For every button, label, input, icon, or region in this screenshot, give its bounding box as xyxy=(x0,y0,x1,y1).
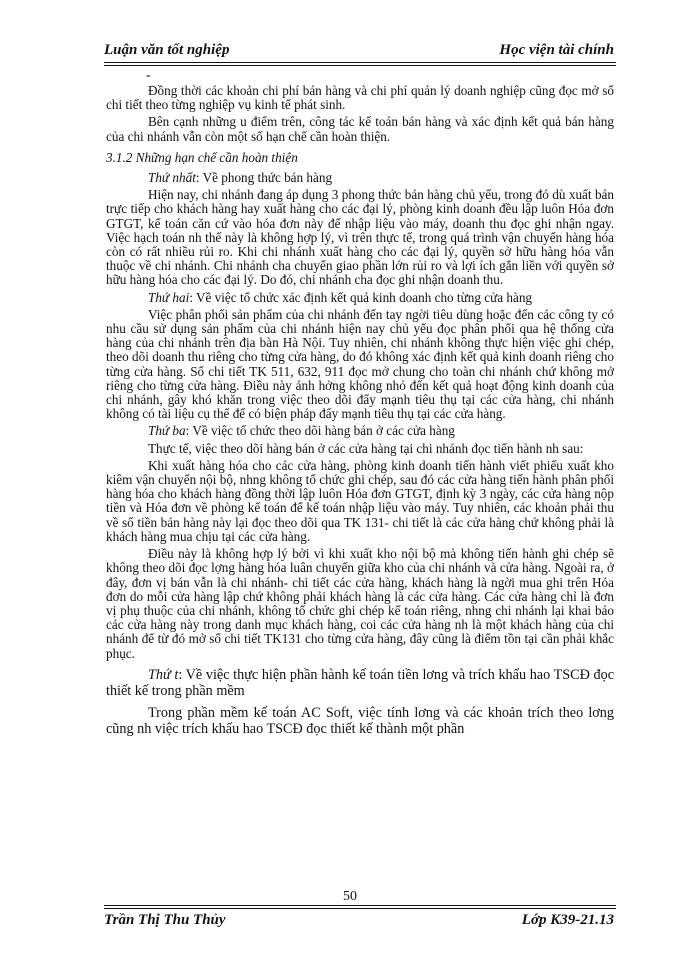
header-right-title: Học viện tài chính xyxy=(499,42,614,58)
subheading-third xyxy=(106,424,614,438)
subheading-fourth-label: Thứ t xyxy=(148,666,179,683)
subheading-second-text: : Về việc tổ chức xác định kết quả kinh doanh cho từng cửa hàng xyxy=(189,289,533,305)
header-rule xyxy=(104,62,616,63)
paragraph-first: Hiện nay, chi nhánh đang áp dụng 3 phong thức bán hàng chủ yếu, trong đó dù xuất bán trực tiếp cho khách hàng hay xuất hàng cho các đại lý, phòng kinh doanh đều lập luôn Hóa đơn GTGT, kế toán căn cứ vào hóa đơn này để nhập liệu vào máy, doanh thu đọc ghi nhận ngay. Việc hạch toán nh thế này là không hợp lý, vì trên thực tế, trong quá trình vận chuyển hàng hóa còn có rất nhiều rủi ro. Khi chi nhánh xuất hàng cho các đại lý, quyền sở hữu hàng hóa vẫn thuộc về chi nhánh. Chi nhánh cha chuyển giao phần lớn rủi ro và lợi ích gắn liền với quyền sở hữu hàng hóa cho các đại lý. Do đó, chi nhánh cha đọc ghi nhận doanh thu. xyxy=(106,187,614,288)
subheading-second-label: Thứ hai xyxy=(148,289,190,305)
page-header xyxy=(104,40,614,62)
paragraph-fifth: Điều này là không hợp lý bởi vì khi xuất kho nội bộ mà không tiến hành ghi chép sẽ không theo dõi đọc lợng hàng hóa luân chuyển giữa kho của chi nhánh và cửa hàng. Ngoài ra, ở đây, đơn vị bán vẫn là chi nhánh- chi tiết các cửa hàng, khách hàng là ngời mua ghi trên Hóa đơn do mỗi cửa hàng lập chứ không phải khách hàng là các cửa hàng. Các cửa hàng chỉ là đơn vị phụ thuộc của chi nhánh, không tổ chức ghi chép kế toán riêng, nhng chi nhánh lại khai báo các cửa hàng này trong danh mục khách hàng, coi các cửa hàng nh là một khách hàng của chi nhánh để từ đó mở sổ chi tiết TK131 cho từng cửa hàng, đây cũng là điểm tồn tại cần phải khắc phục. xyxy=(106,546,614,661)
subheading-second xyxy=(106,291,614,305)
subheading-third-label: Thứ ba xyxy=(148,423,186,439)
paragraph-sixth: Trong phần mềm kế toán AC Soft, việc tính lơng và các khoản trích theo lơng cũng nh việc trích khấu hao TSCĐ đọc thiết kế thành một phần xyxy=(106,704,614,737)
subheading-third-text: : Về việc tổ chức theo dõi hàng bán ở các cửa hàng xyxy=(185,423,455,439)
paragraph-intro-2: Bên cạnh những u điểm trên, công tác kế toán bán hàng và xác định kết quả bán hàng của chi nhánh vẫn còn một số hạn chế cần hoàn thiện. xyxy=(106,114,614,144)
footer-class: Lớp K39-21.13 xyxy=(521,912,614,928)
paragraph-intro-1: Đồng thời các khoản chi phí bán hàng và chi phí quản lý doanh nghiệp cũng đọc mở sổ chi tiết theo từng nghiệp vụ kinh tế phát sinh. xyxy=(106,83,614,113)
paragraph-fourth: Khi xuất hàng hóa cho các cửa hàng, phòng kinh doanh tiến hành viết phiếu xuất kho kiêm vận chuyển nội bộ, nhng không tổ chức ghi chép, sau đó các cửa hàng tiến hành phân phối hàng hóa cho khách hàng đồng thời lập luôn Hóa đơn GTGT, định kỳ 3 ngày, các cửa hàng nộp tiền và Hóa đơn về phòng kế toán để kế toán nhập liệu vào máy. Tuy nhiên, các khoản phải thu về số tiền bán hàng này lại đọc theo dõi qua TK 131- chi tiết là các cửa hàng chứ không phải là khách hàng mua chịu tại các cửa hàng. xyxy=(106,457,614,544)
footer-author: Trần Thị Thu Thủy xyxy=(104,912,226,928)
subheading-first xyxy=(106,171,614,185)
subheading-first-label: Thứ nhất xyxy=(148,170,196,186)
footer-rule xyxy=(104,905,616,906)
footer-rule-double xyxy=(104,908,616,909)
section-heading: 3.1.2 Những hạn chế cần hoàn thiện xyxy=(106,149,298,165)
paragraph-third: Thực tế, việc theo dõi hàng bán ở các cửa hàng tại chi nhánh đọc tiến hành nh sau: xyxy=(148,440,584,456)
top-mark: - xyxy=(146,68,151,83)
subheading-first-text: : Về phong thức bán hàng xyxy=(195,170,333,186)
subheading-fourth xyxy=(106,667,614,699)
body-text xyxy=(106,84,614,740)
page-number: 50 xyxy=(343,889,357,904)
header-rule-double xyxy=(104,65,616,66)
paragraph-second: Việc phân phối sản phẩm của chi nhánh đến tay ngời tiêu dùng hoặc đến các công ty có nhu cầu sử dụng sản phẩm của chi nhánh hiện nay chủ yếu đọc phân phối qua hệ thống cửa hàng của chi nhánh trên địa bàn Hà Nội. Tuy nhiên, chi nhánh không thực hiện việc ghi chép, theo dõi doanh thu riêng cho từng cửa hàng, do đó không xác định kết quả kinh doanh riêng cho từng cửa hàng. Sổ chi tiết TK 511, 632, 911 đọc mở chung cho toàn chi nhánh chứ không mở riêng cho từng cửa hàng. Điều này ảnh hởng không nhỏ đến kết quả hoạt động kinh doanh của chi nhánh, gây khó khăn trong việc theo dõi đẩy mạnh tiêu thụ tại các cửa hàng, chi nhánh không có tài liệu cụ thể để có biện pháp đẩy mạnh tiêu thụ tại các cửa hàng. xyxy=(106,306,614,422)
header-left-title: Luận văn tốt nghiệp xyxy=(104,42,230,58)
page-footer xyxy=(104,910,614,932)
subheading-fourth-text: : Về việc thực hiện phần hành kế toán tiền lơng và trích khấu hao TSCĐ đọc thiết kế trong phần mềm xyxy=(106,666,614,699)
